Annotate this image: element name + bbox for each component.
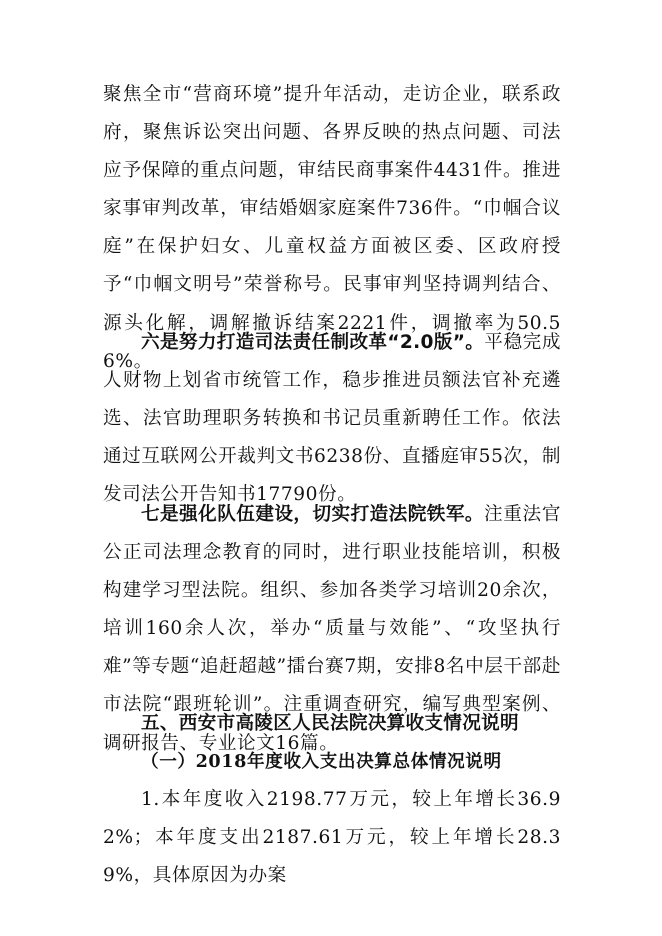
paragraph-team-building-body: 注重法官公正司法理念教育的同时，进行职业技能培训，积极构建学习型法院。组织、参加各类学习培训20余次，培训160余人次，举办“质量与效能”、“攻坚执行难”等专题“追赶超越”擂台赛7期，安排8名中层干部赴市法院“跟班轮训”。注重调查研究，编写典型案例、调研报告、专业论文16篇。 <box>103 504 562 754</box>
paragraph-income-expense <box>103 781 561 895</box>
paragraph-civil-trial-text: 聚焦全市“营商环境”提升年活动，走访企业，联系政府，聚焦诉讼突出问题、各界反映的热点问题、司法应予保障的重点问题，审结民商事案件4431件。推进家事审判改革，审结婚姻家庭案件736件。“巾帼合议庭”在保护妇女、儿童权益方面被区委、区政府授予“巾帼文明号”荣誉称号。民事审判坚持调判结合、源头化解，调解撤诉结案2221件，调撤率为50.56%。 <box>103 84 561 372</box>
paragraph-judicial-reform <box>103 324 561 514</box>
paragraph-team-building-lead: 七是强化队伍建设，切实打造法院铁军。 <box>141 504 484 525</box>
paragraph-judicial-reform-body: 平稳完成人财物上划省市统管工作，稳步推进员额法官补充遴选、法官助理职务转换和书记员重新聘任工作。依法通过互联网公开裁判文书6238份、直播庭审55次，制发司法公开告知书17790份。 <box>103 332 561 506</box>
paragraph-judicial-reform-lead: 六是努力打造司法责任制改革“2.0版”。 <box>141 332 485 353</box>
subsection-heading-overview: （一）2018年度收入支出决算总体情况说明 <box>141 751 502 772</box>
paragraph-income-expense-text: 1.本年度收入2198.77万元，较上年增长36.92%；本年度支出2187.61万元，较上年增长28.39%，具体原因为办案 <box>103 789 561 887</box>
section-heading-budget: 五、西安市高陵区人民法院决算收支情况说明 <box>141 713 519 734</box>
